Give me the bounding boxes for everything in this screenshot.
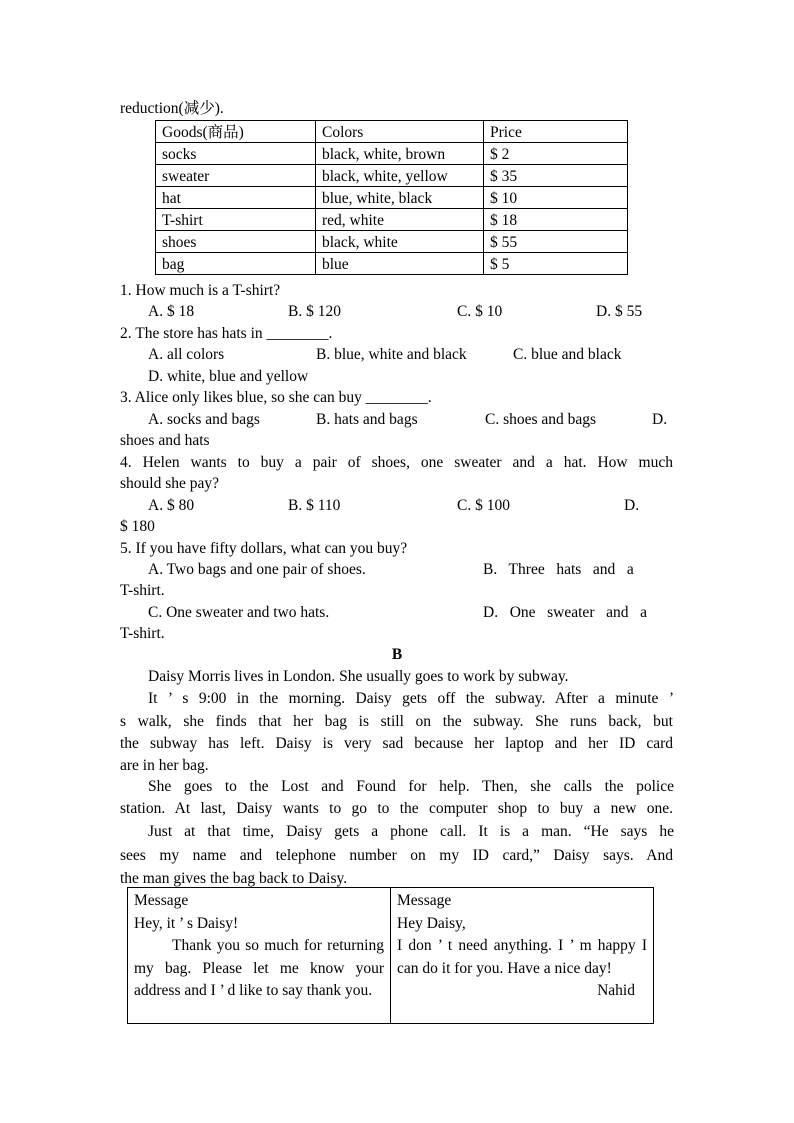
q3-option-a: A. socks and bags (148, 411, 260, 428)
message-from-daisy (128, 888, 391, 1024)
passage-p3-line2: station. At last, Daisy wants to go to the computer shop to buy a new one. (120, 800, 673, 817)
cell-colors: black, white (316, 231, 484, 253)
q1-option-b: B. $ 120 (288, 303, 341, 320)
passage-p2-line4: are in her bag. (120, 757, 209, 774)
cell-goods: hat (156, 187, 316, 209)
q4-option-c: C. $ 100 (457, 497, 510, 514)
question-4-stem: 4. Helen wants to buy a pair of shoes, one sweater and a hat. How much (120, 454, 673, 471)
passage-p4-line2: sees my name and telephone number on my ID card,” Daisy says. And (120, 847, 673, 864)
cell-goods: bag (156, 253, 316, 275)
question-5-stem: 5. If you have fifty dollars, what can you buy? (120, 540, 408, 557)
message-from-nahid (391, 888, 654, 1024)
message-body: Thank you so much for returning my bag. Please let me know your address and I ’ d like to say thank you. (134, 937, 384, 999)
q1-option-a: A. $ 18 (148, 303, 195, 320)
cell-colors: black, white, brown (316, 143, 484, 165)
q2-option-c: C. blue and black (513, 346, 622, 363)
passage-p4-line3: the man gives the bag back to Daisy. (120, 870, 348, 887)
q3-option-d-text: shoes and hats (120, 432, 210, 449)
cell-price: $ 2 (484, 143, 628, 165)
cell-goods: shoes (156, 231, 316, 253)
q3-option-d: D. (652, 411, 668, 428)
header-goods: Goods(商品) (156, 121, 316, 143)
table-row (156, 253, 628, 275)
section-b-heading: B (391, 646, 403, 663)
message-signature: Nahid (597, 982, 635, 999)
table-header-row (156, 121, 628, 143)
message-greeting: Hey, it ’ s Daisy! (134, 914, 239, 932)
cell-colors: blue, white, black (316, 187, 484, 209)
passage-p4-line1: Just at that time, Daisy gets a phone call. It is a man. “He says he (148, 823, 674, 840)
table-row (156, 209, 628, 231)
cell-colors: black, white, yellow (316, 165, 484, 187)
intro-fragment: reduction(减少). (120, 100, 224, 117)
table-row (156, 231, 628, 253)
q5-option-d-text: T-shirt. (120, 625, 165, 642)
table-row (156, 143, 628, 165)
q2-option-b: B. blue, white and black (316, 346, 467, 363)
passage-p2-line1: It ’ s 9:00 in the morning. Daisy gets off the subway. After a minute ’ (148, 690, 674, 707)
header-colors: Colors (316, 121, 484, 143)
q5-option-a: A. Two bags and one pair of shoes. (148, 561, 366, 578)
messages-table (127, 887, 654, 1024)
q5-option-d: D. One sweater and a (483, 604, 647, 621)
message-body: I don ’ t need anything. I ’ m happy I can do it for you. Have a nice day! (397, 937, 647, 977)
question-2-stem: 2. The store has hats in ________. (120, 325, 333, 342)
passage-p2-line3: the subway has left. Daisy is very sad because her laptop and her ID card (120, 735, 673, 752)
question-4-stem-cont: should she pay? (120, 475, 220, 492)
q1-option-c: C. $ 10 (457, 303, 503, 320)
cell-price: $ 10 (484, 187, 628, 209)
message-title: Message (397, 892, 452, 909)
table-row (156, 187, 628, 209)
q3-option-b: B. hats and bags (316, 411, 418, 428)
q5-option-b: B. Three hats and a (483, 561, 634, 578)
cell-price: $ 18 (484, 209, 628, 231)
q1-option-d: D. $ 55 (596, 303, 643, 320)
cell-goods: sweater (156, 165, 316, 187)
passage-p3-line1: She goes to the Lost and Found for help. Then, she calls the police (148, 778, 674, 795)
cell-price: $ 5 (484, 253, 628, 275)
cell-goods: T-shirt (156, 209, 316, 231)
q4-option-b: B. $ 110 (288, 497, 341, 514)
question-3-stem: 3. Alice only likes blue, so she can buy ________. (120, 389, 432, 406)
passage-p1: Daisy Morris lives in London. She usually goes to work by subway. (148, 668, 569, 685)
q5-option-c: C. One sweater and two hats. (148, 604, 330, 621)
q2-option-a: A. all colors (148, 346, 225, 363)
cell-goods: socks (156, 143, 316, 165)
header-price: Price (484, 121, 628, 143)
question-1-stem: 1. How much is a T-shirt? (120, 282, 281, 299)
goods-table (155, 120, 628, 275)
q5-option-b-text: T-shirt. (120, 582, 165, 599)
q4-option-d: D. (624, 497, 640, 514)
cell-price: $ 55 (484, 231, 628, 253)
passage-p2-line2: s walk, she finds that her bag is still on the subway. She runs back, but (120, 713, 673, 730)
message-greeting: Hey Daisy, (397, 914, 466, 932)
q4-option-a: A. $ 80 (148, 497, 195, 514)
q4-option-d-text: $ 180 (120, 518, 155, 535)
message-title: Message (134, 892, 189, 909)
table-row (156, 165, 628, 187)
cell-price: $ 35 (484, 165, 628, 187)
q2-option-d: D. white, blue and yellow (148, 368, 309, 385)
q3-option-c: C. shoes and bags (485, 411, 597, 428)
cell-colors: blue (316, 253, 484, 275)
cell-colors: red, white (316, 209, 484, 231)
